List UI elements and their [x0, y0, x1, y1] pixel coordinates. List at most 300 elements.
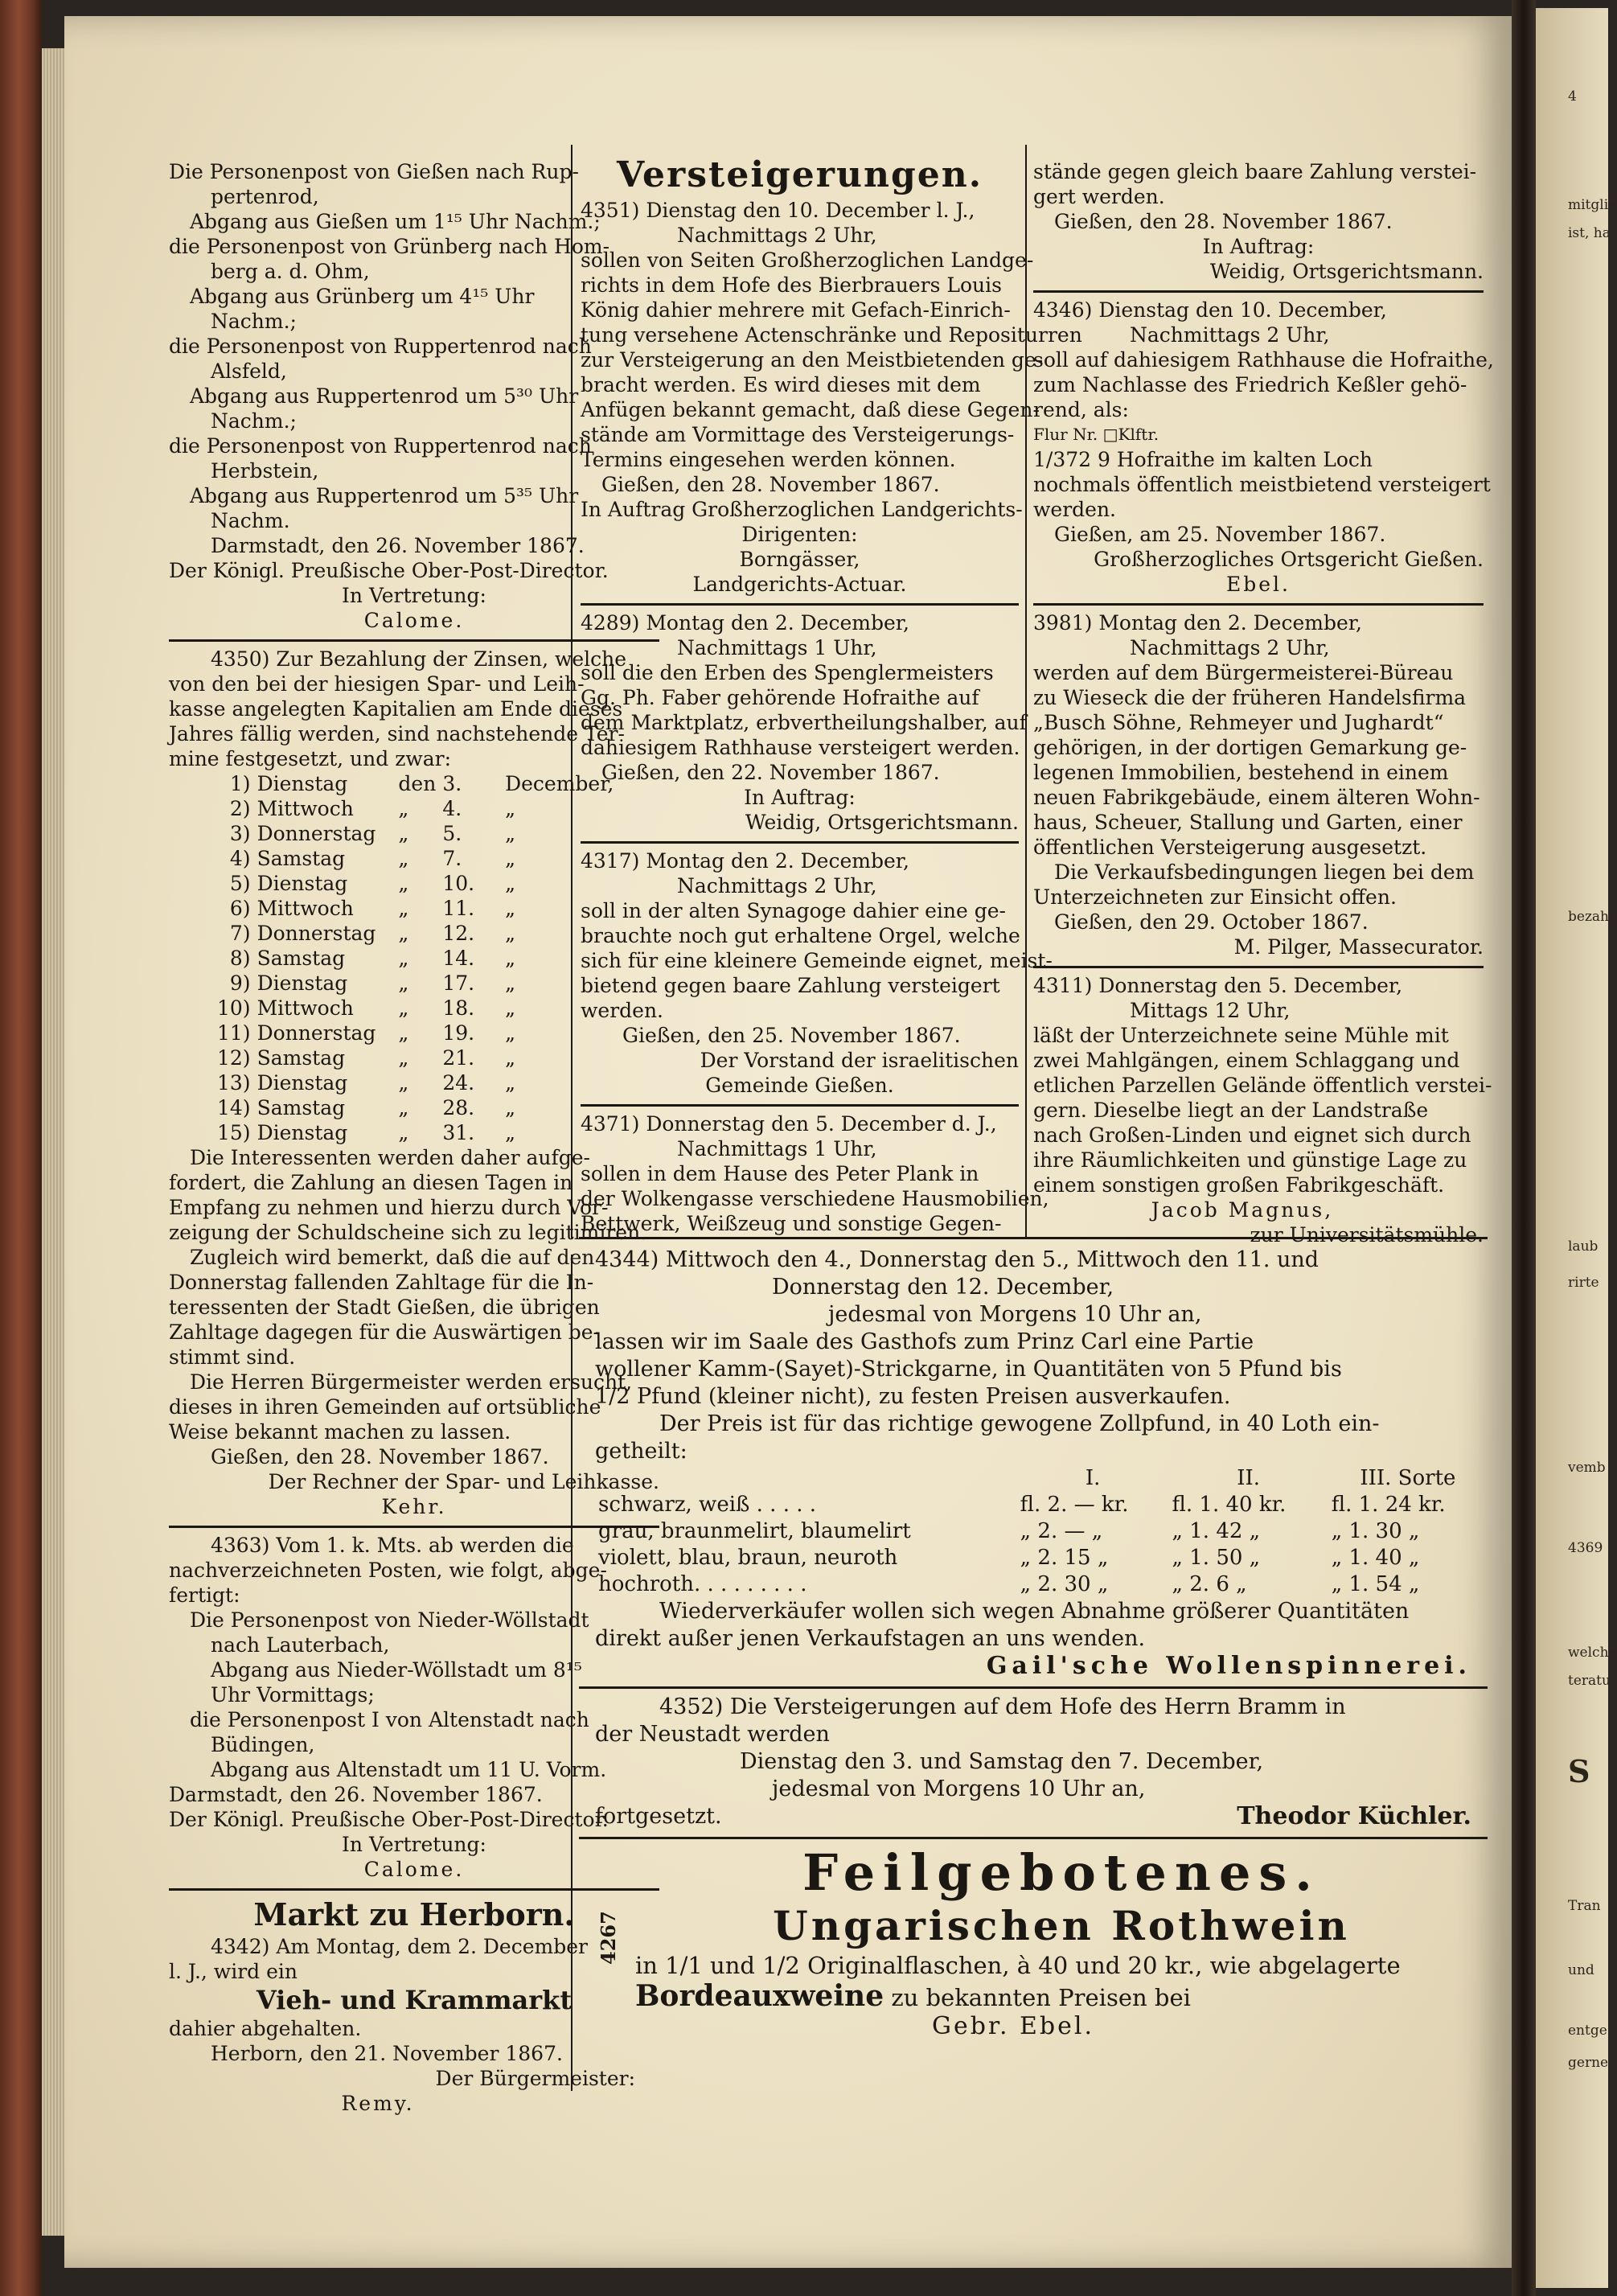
table-row [217, 821, 620, 846]
next-page-fragment: vemb [1568, 1460, 1606, 1476]
text-line: Gg. Ph. Faber gehörende Hofraithe auf [581, 686, 979, 709]
notice-4351-date: Gießen, den 28. November 1867. [601, 473, 940, 496]
table-row [217, 871, 620, 896]
section-heading-versteigerungen: Versteigerungen. [616, 154, 983, 195]
table-row [217, 771, 620, 796]
post1-signature: Der Königl. Preußische Ober-Post-Director. [169, 559, 609, 582]
notice-4311-signature: Jacob Magnus, [1151, 1198, 1334, 1222]
post1-signature-2: In Vertretung: [342, 584, 486, 607]
text-line: dahiesigem Rathhause versteigert werden. [581, 736, 1020, 759]
table-cell: „ [505, 897, 516, 920]
text-line: Termins eingesehen werden können. [581, 448, 956, 471]
text-line: Die Personenpost von Nieder-Wöllstadt [190, 1608, 589, 1632]
table-row [217, 946, 620, 971]
text-line: Weise bekannt machen zu lassen. [169, 1420, 511, 1444]
table-cell: „ [505, 1096, 516, 1119]
text-line: nach Lauterbach, [211, 1633, 390, 1657]
ad-line-1: in 1/1 und 1/2 Originalflaschen, à 40 und 20 kr., wie abgelagerte [635, 1952, 1401, 1979]
newspaper-page [64, 16, 1512, 2268]
text-line: werden auf dem Bürgermeisterei-Büreau [1033, 661, 1454, 684]
notice-4371 [581, 1111, 1049, 1236]
text-line: werden. [581, 999, 663, 1022]
notice-4350-signature-2: Kehr. [381, 1495, 447, 1518]
table-row [217, 1120, 620, 1145]
text-line: Die Interessenten werden daher aufge- [190, 1146, 590, 1169]
table-row [217, 1045, 620, 1070]
next-page-fragment: und [1568, 1962, 1594, 1978]
table-row [217, 971, 620, 996]
text-line: Büdingen, [211, 1733, 315, 1756]
text-line: etlichen Parzellen Gelände öffentlich verstei- [1033, 1074, 1492, 1097]
text-line: brauchte noch gut erhaltene Orgel, welche [581, 924, 1020, 947]
text-line: ihre Räumlichkeiten und günstige Lage zu [1033, 1148, 1467, 1172]
book-gutter [1512, 0, 1536, 2296]
table-cell: 24. [442, 1071, 475, 1095]
table-cell: „ 1. 30 „ [1331, 1519, 1420, 1543]
ad-line-2: zu bekannten Preisen bei [891, 1984, 1191, 2011]
table-cell: „ [505, 1021, 516, 1045]
markt-heading: Markt zu Herborn. [253, 1896, 575, 1933]
text-line: läßt der Unterzeichnete seine Mühle mit [1033, 1024, 1449, 1047]
notice-4351-signature: In Auftrag Großherzoglichen Landgerichts- [581, 498, 1023, 521]
text-line: bracht werden. Es wird dieses mit dem [581, 373, 981, 396]
table-cell: 19. [442, 1021, 475, 1045]
table-cell: „ [505, 1121, 516, 1144]
text-line: Die Personenpost von Gießen nach Rup- [169, 160, 579, 183]
ad-heading: Feilgebotenes. [802, 1843, 1320, 1902]
notice-4352-line-2: der Neustadt werden [595, 1722, 830, 1747]
table-cell: 14) [217, 1096, 251, 1119]
text-line: Nachmittags 2 Uhr, [677, 224, 877, 247]
notice-4344-line-10: direkt außer jenen Verkaufstagen an uns wenden. [595, 1626, 1146, 1651]
table-header-row [595, 1465, 1488, 1492]
notice-4289 [581, 610, 1027, 760]
table-row [217, 846, 620, 871]
table-cell: fl. 1. 40 kr. [1172, 1493, 1287, 1517]
ad-bordeaux: Bordeauxweine [635, 1979, 884, 2013]
text-line: die Personenpost von Ruppertenrod nach [169, 335, 592, 358]
ad-number: 4267 [597, 1911, 620, 1965]
text-line: Nachm.; [211, 310, 297, 333]
text-line: stimmt sind. [169, 1345, 296, 1369]
table-row [595, 1518, 1488, 1545]
next-page-fragment: laub [1568, 1238, 1599, 1255]
table-cell: 18. [442, 996, 475, 1020]
table-cell: 11. [442, 897, 475, 920]
page-edges [42, 48, 64, 2236]
table-cell: Samstag [257, 947, 346, 970]
text-line: soll auf dahiesigem Rathhause die Hofraithe, [1033, 348, 1494, 372]
text-line: der Wolkengasse verschiedene Hausmobilien, [581, 1187, 1049, 1210]
table-cell [595, 1465, 1017, 1492]
text-line: Abgang aus Altenstadt um 11 U. Vorm. [211, 1758, 607, 1781]
divider [169, 1526, 659, 1528]
text-line: neuen Fabrikgebäude, einem älteren Wohn- [1033, 786, 1480, 809]
table-cell: „ [398, 1096, 409, 1119]
table-cell: 3. [442, 772, 462, 795]
text-line: die Personenpost I von Altenstadt nach [190, 1708, 589, 1731]
table-cell: Mittwoch [257, 797, 354, 820]
notice-4344-line-7: Der Preis ist für das richtige gewogene Zollpfund, in 40 Loth ein- [659, 1411, 1380, 1436]
table-cell: 15) [217, 1121, 251, 1144]
next-page-fragment: 4369 [1568, 1540, 1603, 1556]
notice-4344-line-8: getheilt: [595, 1439, 687, 1464]
divider [579, 1686, 1488, 1689]
text-line: nochmals öffentlich meistbietend versteigert [1033, 473, 1491, 496]
table-cell: 8) [229, 947, 251, 970]
markt-signature-2: Remy. [341, 2092, 415, 2115]
notice-4363-date: Darmstadt, den 26. November 1867. [169, 1783, 543, 1806]
table-cell: Donnerstag [257, 822, 376, 845]
table-cell: „ 2. — „ [1020, 1519, 1103, 1543]
table-cell: „ [505, 797, 516, 820]
sort-header: I. [1085, 1466, 1101, 1490]
table-cell: „ 1. 42 „ [1172, 1519, 1261, 1543]
text-line: Die Verkaufsbedingungen liegen bei dem [1054, 860, 1475, 884]
table-cell: Samstag [257, 847, 346, 870]
notice-4317 [581, 848, 1053, 1023]
table-cell: „ [398, 897, 409, 920]
table-row [217, 996, 620, 1021]
text-line: kasse angelegten Kapitalien am Ende dieses [169, 697, 623, 721]
table-cell: „ [398, 1121, 409, 1144]
notice-4289-date: Gießen, den 22. November 1867. [601, 761, 940, 784]
table-cell: „ 2. 30 „ [1020, 1572, 1109, 1596]
notice-4346 [1033, 298, 1494, 422]
text-line: rend, als: [1033, 398, 1129, 421]
next-page-fragment: mitglie [1568, 197, 1617, 213]
notice-4346-signature: Großherzogliches Ortsgericht Gießen. [1094, 548, 1484, 571]
notice-4344-line-3: jedesmal von Morgens 10 Uhr an, [828, 1302, 1202, 1327]
text-line: haus, Scheuer, Stallung und Garten, einer [1033, 811, 1463, 834]
table-row [217, 921, 620, 946]
notice-4311-signature-2: zur Universitätsmühle. [1250, 1223, 1484, 1247]
text-line: zeigung der Schuldscheine sich zu legitimiren. [169, 1221, 647, 1244]
table-cell: 12) [217, 1046, 251, 1070]
notice-4346-table-head: Flur Nr. □Klftr. [1033, 425, 1159, 444]
text-line: berg a. d. Ohm, [211, 260, 370, 283]
text-line: nach Großen-Linden und eignet sich durch [1033, 1123, 1471, 1147]
table-cell: 11) [217, 1021, 251, 1045]
table-cell: „ [398, 971, 409, 995]
text-line: Nachm. [211, 509, 290, 532]
post1-date: Darmstadt, den 26. November 1867. [211, 534, 585, 557]
table-cell: „ [505, 1046, 516, 1070]
table-cell: „ [505, 922, 516, 945]
table-cell: Dienstag [257, 1071, 348, 1095]
text-line: fertigt: [169, 1583, 240, 1607]
notice-4344-line-2: Donnerstag den 12. December, [772, 1275, 1114, 1300]
wide-section [595, 1247, 1488, 2040]
notice-4317-signature: Der Vorstand der israelitischen [700, 1049, 1019, 1072]
next-page-edge [1536, 8, 1617, 2288]
table-row [217, 1021, 620, 1045]
text-line: 4351) Dienstag den 10. December l. J., [581, 199, 975, 222]
text-line: Nachmittags 2 Uhr, [677, 874, 877, 897]
divider [1033, 603, 1484, 606]
table-cell: „ [398, 1021, 409, 1045]
table-cell: 2) [229, 797, 251, 820]
table-row [595, 1571, 1488, 1598]
divider [581, 841, 1019, 844]
notice-4289-signature-2: Weidig, Ortsgerichtsmann. [745, 811, 1019, 834]
table-cell: 7) [229, 922, 251, 945]
text-line: zwei Mahlgängen, einem Schlaggang und [1033, 1049, 1460, 1072]
table-row [595, 1492, 1488, 1518]
text-line: Abgang aus Nieder-Wöllstadt um 8¹⁵ [211, 1658, 582, 1682]
table-cell: 7. [442, 847, 462, 870]
table-row [217, 796, 620, 821]
table-cell: 12. [442, 922, 475, 945]
notice-4311 [1033, 973, 1492, 1197]
table-cell: „ [398, 847, 409, 870]
table-cell: Dienstag [257, 772, 348, 795]
next-page-fragment: Tran [1568, 1898, 1601, 1914]
next-page-fragment: rirte [1568, 1275, 1599, 1291]
table-cell: Samstag [257, 1096, 346, 1119]
notice-4346-table-row: 1/372 9 Hofraithe im kalten Loch [1033, 448, 1373, 471]
text-line: Uhr Vormittags; [211, 1683, 375, 1707]
table-cell: „ [398, 797, 409, 820]
text-line: Empfang zu nehmen und hierzu durch Vor- [169, 1196, 609, 1219]
text-line: Nachmittags 1 Uhr, [677, 636, 877, 659]
table-row [217, 896, 620, 921]
notice-4351-signature-2: Dirigenten: [741, 523, 858, 546]
text-line: gehörigen, in der dortigen Gemarkung ge- [1033, 736, 1467, 759]
text-line: Abgang aus Grünberg um 4¹⁵ Uhr [190, 285, 535, 308]
table-cell: 5) [229, 872, 251, 895]
text-line: Nachmittags 2 Uhr, [1130, 636, 1330, 659]
text-line: dieses in ihren Gemeinden auf ortsübliche [169, 1395, 601, 1419]
table-cell: „ [505, 971, 516, 995]
table-cell: „ 1. 50 „ [1172, 1546, 1261, 1570]
table-cell: 3) [229, 822, 251, 845]
next-page-fragment: S [1568, 1753, 1590, 1789]
text-line: die Personenpost von Ruppertenrod nach [169, 434, 592, 458]
table-cell: den [398, 772, 437, 795]
table-cell: 13) [217, 1071, 251, 1095]
next-page-fragment: bezahl [1568, 909, 1614, 925]
table-cell: violett, blau, braun, neuroth [598, 1546, 898, 1570]
text-line: Abgang aus Ruppertenrod um 5³⁵ Uhr [190, 484, 579, 507]
text-line: Nachmittags 1 Uhr, [677, 1137, 877, 1160]
table-cell: „ [398, 872, 409, 895]
ad-signature: Gebr. Ebel. [931, 2012, 1095, 2040]
text-line: gert werden. [1033, 185, 1165, 208]
text-line: dem Marktplatz, erbvertheilungshalber, auf [581, 711, 1027, 734]
table-cell: „ [505, 847, 516, 870]
text-line: Die Herren Bürgermeister werden ersucht, [190, 1370, 633, 1394]
table-cell: Samstag [257, 1046, 346, 1070]
notice-4346-more [1033, 472, 1491, 522]
text-line: soll in der alten Synagoge dahier eine ge- [581, 899, 1006, 922]
column-rule [1025, 145, 1027, 1238]
text-line: Zugleich wird bemerkt, daß die auf den [190, 1246, 595, 1269]
notice-4363-signature-3: Calome. [363, 1858, 465, 1881]
notice-4317-date: Gießen, den 25. November 1867. [622, 1024, 961, 1047]
table-cell: „ [505, 996, 516, 1020]
book-binding [0, 0, 42, 2296]
continuation-signature-2: Weidig, Ortsgerichtsmann. [1209, 260, 1484, 283]
table-row [217, 1095, 620, 1120]
next-page-fragment: entge [1568, 2023, 1607, 2039]
notice-4363-signature: Der Königl. Preußische Ober-Post-Director. [169, 1808, 609, 1831]
text-line: zum Nachlasse des Friedrich Keßler gehö- [1033, 373, 1467, 396]
table-cell: December, [505, 772, 614, 795]
divider [169, 1888, 659, 1891]
text-line: Anfügen bekannt gemacht, daß diese Gegen- [581, 398, 1040, 421]
table-cell: „ [398, 822, 409, 845]
text-line: mine festgesetzt, und zwar: [169, 747, 452, 770]
text-line: fordert, die Zahlung an diesen Tagen in [169, 1171, 573, 1194]
table-cell: 17. [442, 971, 475, 995]
text-line: zu Wieseck die der früheren Handelsfirma [1033, 686, 1467, 709]
table-row [217, 1070, 620, 1095]
notice-4351-signature-4: Landgerichts-Actuar. [692, 573, 907, 596]
table-cell: Mittwoch [257, 996, 354, 1020]
notice-4352-line-5: fortgesetzt. [595, 1804, 722, 1829]
text-line: Abgang aus Ruppertenrod um 5³⁰ Uhr [190, 384, 579, 408]
text-line: sollen von Seiten Großherzoglichen Landge- [581, 248, 1034, 272]
text-line: legenen Immobilien, bestehend in einem [1033, 761, 1449, 784]
text-line: Mittags 12 Uhr, [1130, 999, 1291, 1022]
text-line: werden. [1033, 498, 1116, 521]
text-line: stände am Vormittage des Versteigerungs- [581, 423, 1015, 446]
next-page-fragment: welche [1568, 1645, 1617, 1661]
notice-4346-date: Gießen, am 25. November 1867. [1054, 523, 1386, 546]
text-line: Bettwerk, Weißzeug und sonstige Gegen- [581, 1212, 1002, 1235]
notice-4363 [169, 1533, 659, 1782]
table-row [595, 1545, 1488, 1571]
table-cell: 14. [442, 947, 475, 970]
table-cell: 31. [442, 1121, 475, 1144]
table-cell: 21. [442, 1046, 475, 1070]
table-cell: Dienstag [257, 872, 348, 895]
next-page-fragment: 4 [1568, 88, 1577, 105]
text-line: 4346) Dienstag den 10. December, [1033, 298, 1387, 322]
column-rule [571, 145, 573, 1238]
next-page-fragment: teratu [1568, 1673, 1611, 1689]
sort-header: II. [1237, 1466, 1261, 1490]
table-cell: „ [505, 1071, 516, 1095]
table-cell: 6) [229, 897, 251, 920]
text-line: 4317) Montag den 2. December, [581, 849, 909, 873]
table-cell: „ [505, 822, 516, 845]
notice-4350-date: Gießen, den 28. November 1867. [211, 1445, 549, 1468]
table-cell: „ [505, 947, 516, 970]
notice-4344-signature: Gail'sche Wollenspinnerei. [986, 1652, 1471, 1680]
table-cell: 10) [217, 996, 251, 1020]
table-cell: „ 2. 15 „ [1020, 1546, 1109, 1570]
notice-4344-line-9: Wiederverkäufer wollen sich wegen Abnahme größerer Quantitäten [659, 1599, 1410, 1624]
text-line: Nachmittags 2 Uhr, [1130, 323, 1330, 347]
notice-4344-line-4: lassen wir im Saale des Gasthofs zum Prinz Carl eine Partie [595, 1329, 1254, 1354]
text-line: Nachm.; [211, 409, 297, 433]
divider [579, 1237, 1488, 1239]
text-line: tung versehene Actenschränke und Repositurren [581, 323, 1082, 347]
table-cell: 1) [229, 772, 251, 795]
column-rule [571, 1255, 573, 2091]
text-line: „Busch Söhne, Rehmeyer und Jughardt“ [1033, 711, 1444, 734]
table-cell: „ [398, 1071, 409, 1095]
text-line: Herbstein, [211, 459, 319, 483]
post1-signature-3: Calome. [363, 609, 465, 632]
notice-3981-signature: M. Pilger, Massecurator. [1233, 935, 1484, 959]
notice-4344-line-5: wollener Kamm-(Sayet)-Strickgarne, in Quantitäten von 5 Pfund bis [595, 1357, 1342, 1382]
table-cell: Dienstag [257, 1121, 348, 1144]
sort-header: III. Sorte [1360, 1466, 1456, 1490]
text-line: Zahltage dagegen für die Auswärtigen be- [169, 1321, 600, 1344]
text-line: die Personenpost von Grünberg nach Hom- [169, 235, 610, 258]
text-line: teressenten der Stadt Gießen, die übrigen [169, 1296, 600, 1319]
table-cell: 4) [229, 847, 251, 870]
markt-line-3: Vieh- und Krammarkt [256, 1985, 573, 2015]
text-line: nachverzeichneten Posten, wie folgt, abge- [169, 1559, 607, 1582]
table-cell: 5. [442, 822, 462, 845]
notice-4346-signature-2: Ebel. [1226, 573, 1291, 596]
notice-4352-line-3: Dienstag den 3. und Samstag den 7. December, [740, 1749, 1264, 1774]
text-line: bietend gegen baare Zahlung versteigert [581, 974, 1000, 997]
table-cell: „ 1. 54 „ [1331, 1572, 1420, 1596]
divider [581, 1104, 1019, 1107]
text-line: 4289) Montag den 2. December, [581, 611, 909, 635]
notice-4352-line-1: 4352) Die Versteigerungen auf dem Hofe des Herrn Bramm in [659, 1694, 1346, 1719]
continuation-signature: In Auftrag: [1202, 235, 1315, 258]
text-line: zur Versteigerung an den Meistbietenden ge- [581, 348, 1044, 372]
table-cell: 9) [229, 971, 251, 995]
markt-line-1: 4342) Am Montag, dem 2. December [211, 1935, 588, 1958]
table-cell: „ [505, 872, 516, 895]
notice-4351-signature-3: Borngässer, [739, 548, 860, 571]
notice-4352-line-4: jedesmal von Morgens 10 Uhr an, [772, 1776, 1146, 1801]
divider [1033, 290, 1484, 293]
text-line: König dahier mehrere mit Gefach-Einrich- [581, 298, 1011, 322]
continuation-date: Gießen, den 28. November 1867. [1054, 210, 1393, 233]
table-cell: „ [398, 1046, 409, 1070]
text-line: 4311) Donnerstag den 5. December, [1033, 974, 1403, 997]
text-line: gern. Dieselbe liegt an der Landstraße [1033, 1099, 1429, 1122]
notice-4352-signature: Theodor Küchler. [1237, 1802, 1471, 1830]
markt-signature: Der Bürgermeister: [435, 2067, 635, 2090]
table-cell: Mittwoch [257, 897, 354, 920]
notice-4350-signature: Der Rechner der Spar- und Leihkasse. [268, 1470, 659, 1493]
table-cell: „ 1. 40 „ [1331, 1546, 1420, 1570]
ad-title: Ungarischen Rothwein [773, 1902, 1350, 1949]
table-cell: 10. [442, 872, 475, 895]
table-cell: hochroth. . . . . . . . . [598, 1572, 807, 1596]
table-cell: Donnerstag [257, 922, 376, 945]
notice-3981-date: Gießen, den 29. October 1867. [1054, 910, 1369, 934]
next-page-fragment: ist, ha [1568, 225, 1611, 241]
table-cell: fl. 1. 24 kr. [1331, 1493, 1446, 1517]
notice-continuation [1033, 159, 1484, 209]
markt-date: Herborn, den 21. November 1867. [211, 2042, 563, 2065]
table-cell: „ [398, 947, 409, 970]
table-cell: Donnerstag [257, 1021, 376, 1045]
text-line: pertenrod, [211, 185, 319, 208]
text-line: stände gegen gleich baare Zahlung verstei- [1033, 160, 1477, 183]
table-cell: schwarz, weiß . . . . . [598, 1493, 817, 1517]
text-line: 4371) Donnerstag den 5. December d. J., [581, 1112, 997, 1136]
next-page-fragment: gerne [1568, 2055, 1609, 2071]
divider [581, 603, 1019, 606]
text-line: sich für eine kleinere Gemeinde eignet, meist- [581, 949, 1053, 972]
text-line: öffentlichen Versteigerung ausgesetzt. [1033, 836, 1427, 859]
text-line: Unterzeichneten zur Einsicht offen. [1033, 885, 1397, 909]
table-cell: „ 2. 6 „ [1172, 1572, 1247, 1596]
divider [1033, 966, 1484, 968]
text-line: Abgang aus Gießen um 1¹⁵ Uhr Nachm.; [190, 210, 601, 233]
